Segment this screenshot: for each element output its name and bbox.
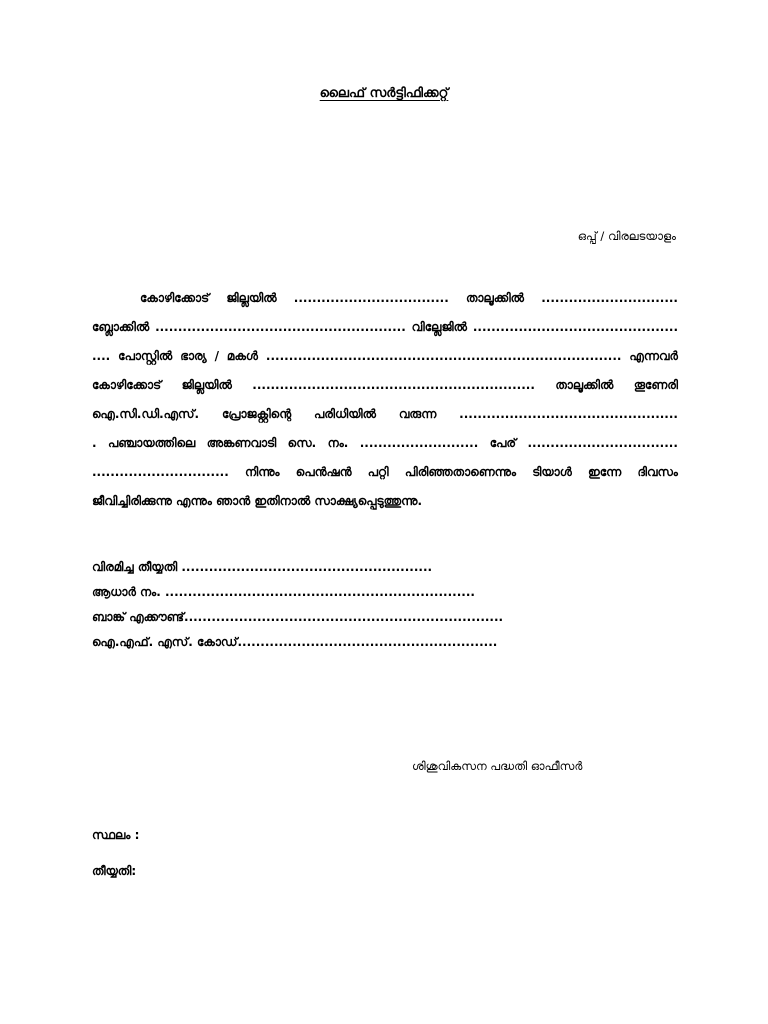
fill-blank: ....................................................... [155, 320, 406, 334]
fill-blank: .................................. [293, 291, 449, 305]
paragraph-word: നം. [327, 436, 349, 450]
signature-label: ഒപ്പ് / വിരലടയാളം [577, 229, 676, 243]
paragraph-word: പിരിഞ്ഞതാണെന്നും [404, 465, 517, 479]
paragraph-word: പോസ്റ്റിൽ [118, 349, 173, 363]
paragraph-closing-text: ജീവിച്ചിരിക്കുന്നു എന്നും ഞാൻ ഇതിനാൽ സാക്ഷ്യപ്പെടുത്തുന്നു. [92, 494, 423, 508]
paragraph-word: പറ്റി [367, 465, 389, 479]
paragraph-line [92, 288, 678, 317]
retirement-date-field: വിരമിച്ച തീയ്യതി ....................................................... [92, 560, 433, 574]
paragraph-word: ദിവസം [637, 465, 678, 479]
aadhaar-number-field: ആധാർ നം. .................................................................... [92, 585, 475, 599]
fill-blank: ............................................. [472, 320, 678, 334]
paragraph-word: / [214, 349, 219, 363]
paragraph-line [92, 404, 678, 433]
paragraph-word: നിന്നും [244, 465, 280, 479]
paragraph-word: കോഴിക്കോട് [140, 291, 210, 305]
paragraph-word: . [92, 436, 97, 450]
fill-blank: .............................. [541, 291, 678, 305]
paragraph-word: പേര് [489, 436, 517, 450]
document-title: ലൈഫ് സർട്ടിഫിക്കറ്റ് [319, 86, 449, 101]
ifsc-code-field: ഐ.എഫ്. എസ്. കോഡ്......................................................... [92, 635, 498, 649]
officer-signature-label: ശിശുവികസന പദ്ധതി ഓഫീസർ [412, 759, 583, 773]
paragraph-line [92, 317, 678, 346]
fill-blank: ................................................ [459, 407, 678, 421]
paragraph-word: ജില്ലയിൽ [181, 378, 232, 392]
paragraph-line [92, 462, 678, 491]
paragraph-word: അങ്കണവാടി [206, 436, 277, 450]
paragraph-word: കോഴിക്കോട് [92, 378, 162, 392]
detail-fields [92, 557, 503, 657]
certificate-paragraph [92, 288, 678, 520]
paragraph-word: എന്നവർ [629, 349, 678, 363]
paragraph-line [92, 491, 678, 520]
paragraph-word: പ്രോജക്റ്റിന്റെ [221, 407, 292, 421]
paragraph-word: ഭാര്യ [180, 349, 207, 363]
fill-blank: .............................................................................. [265, 349, 622, 363]
fill-blank: .......................... [359, 436, 479, 450]
paragraph-word: മകൾ [226, 349, 258, 363]
paragraph-word: വരുന്ന [398, 407, 437, 421]
paragraph-word: ഐ.സി.ഡി.എസ്. [92, 407, 200, 421]
paragraph-word: ജില്ലയിൽ [226, 291, 277, 305]
paragraph-word: ടിയാൾ [532, 465, 572, 479]
place-label: സ്ഥലം : [92, 828, 140, 842]
fill-blank: ................................. [527, 436, 678, 450]
bank-account-field: ബാങ്ക് എക്കൗണ്ട്...................................................................... [92, 610, 504, 624]
date-label: തീയ്യതി: [92, 864, 137, 878]
paragraph-word: താലൂക്കിൽ [465, 291, 525, 305]
paragraph-line [92, 433, 678, 462]
fill-blank: .............................. [92, 465, 229, 479]
paragraph-word: ഇന്നേ [587, 465, 622, 479]
fill-blank: .... [92, 349, 111, 363]
paragraph-line [92, 346, 678, 375]
paragraph-line [92, 375, 678, 404]
paragraph-word: പഞ്ചായത്തിലെ [107, 436, 196, 450]
paragraph-word: പെൻഷൻ [295, 465, 352, 479]
paragraph-word: ബ്ലോക്കിൽ [92, 320, 150, 334]
paragraph-word: തൂണേരി [633, 378, 678, 392]
paragraph-word: പരിധിയിൽ [314, 407, 377, 421]
paragraph-word: സെ. [287, 436, 317, 450]
paragraph-word: താലൂക്കിൽ [555, 378, 614, 392]
fill-blank: .............................................................. [252, 378, 535, 392]
paragraph-word: വില്ലേജിൽ [411, 320, 468, 334]
